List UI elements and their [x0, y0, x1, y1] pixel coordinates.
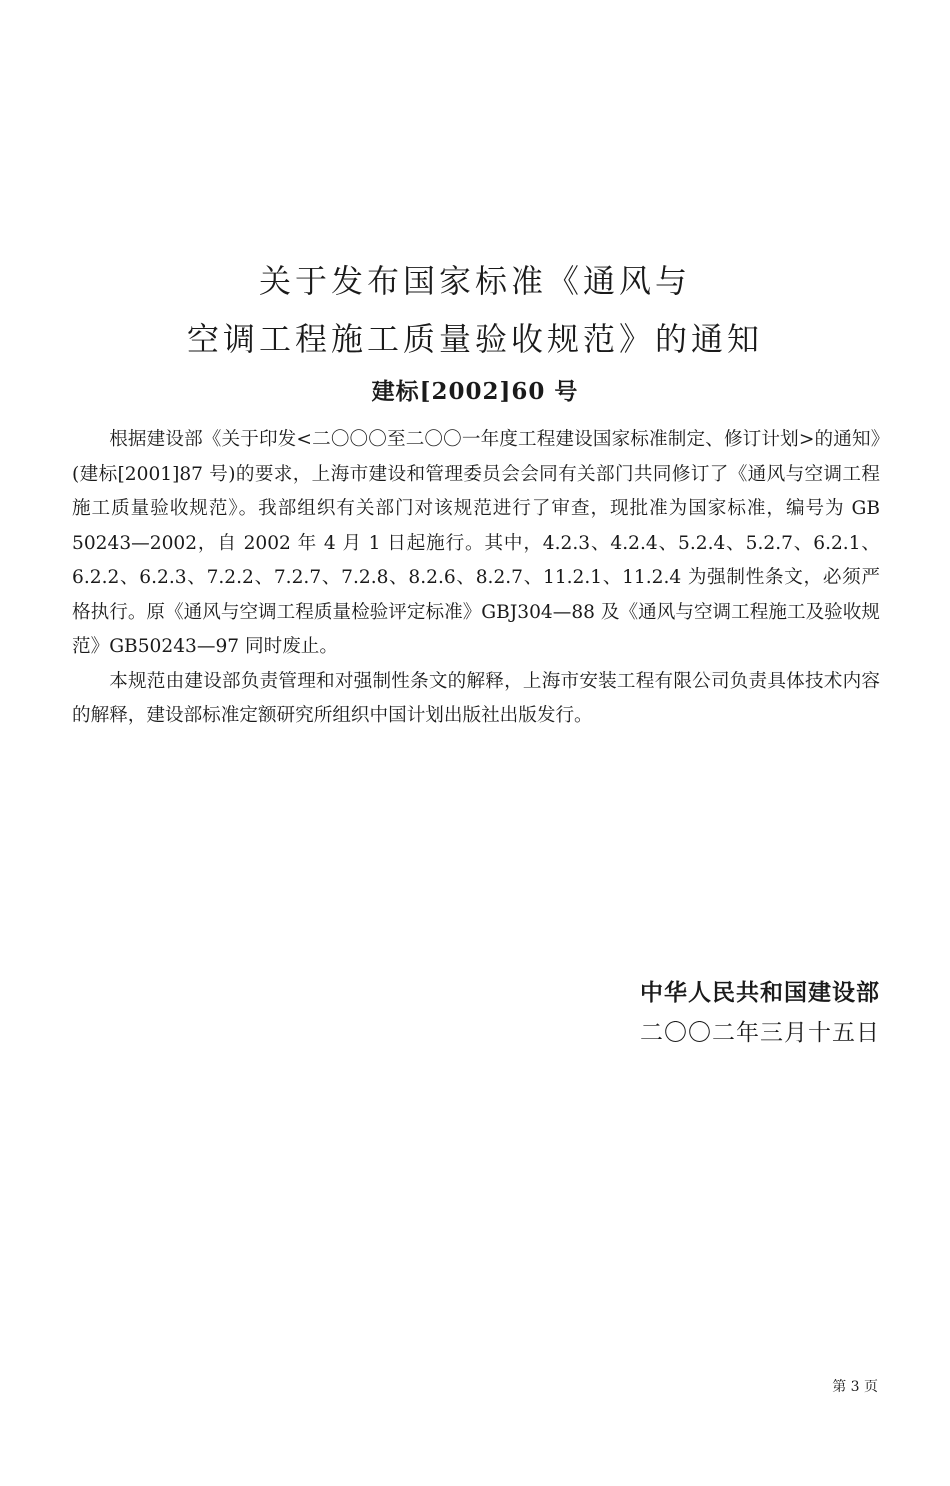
issue-date: 二〇〇二年三月十五日 [640, 1020, 880, 1046]
document-number: 建标[2002]60 号 [371, 378, 579, 405]
notice-title-line-1: 关于发布国家标准《通风与 [258, 262, 691, 300]
page-number: 第 3 页 [832, 1379, 878, 1395]
body-paragraph-2: 本规范由建设部负责管理和对强制性条文的解释，上海市安装工程有限公司负责具体技术内容的解释，建设部标准定额研究所组织中国计划出版社出版发行。 [72, 670, 880, 726]
issuing-authority: 中华人民共和国建设部 [640, 980, 880, 1006]
body-paragraph-1: 根据建设部《关于印发<二〇〇〇至二〇〇一年度工程建设国家标准制定、修订计划>的通知》(建标[2001]87 号)的要求，上海市建设和管理委员会会同有关部门共同修订了《通风与空调工程施工质量验收规范》。我部组织有关部门对该规范进行了审查，现批准为国家标准，编号为 GB 50243—2002，自 2002 年 4 月 1 日起施行。其中，4.2.3、4.2.4、5.2.4、5.2.7、6.2.1、6.2.2、6.2.3、7.2.2、7.2.7、7.2.8、8.2.6、8.2.7、11.2.1、11.2.4 为强制性条文，必须严格执行。原《通风与空调工程质量检验评定标准》GBJ304—88 及《通风与空调工程施工及验收规范》GB50243—97 同时废止。 [72, 429, 880, 657]
notice-body [72, 423, 880, 734]
notice-title-line-2: 空调工程施工质量验收规范》的通知 [186, 320, 763, 358]
